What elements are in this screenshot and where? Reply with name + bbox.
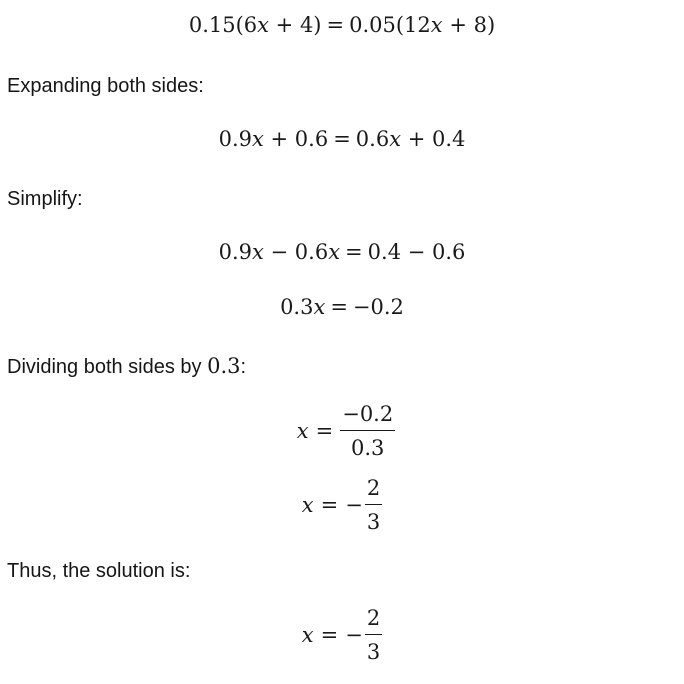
eq2-b: + 0.6 xyxy=(270,127,329,151)
eq3-a: 0.9 xyxy=(218,240,252,264)
eq6-fraction xyxy=(365,476,382,534)
eq2-c: 0.6 xyxy=(355,127,390,151)
eq2-var: x xyxy=(251,127,264,151)
equation-expanded xyxy=(0,124,684,154)
eq6-equals: = xyxy=(320,493,339,517)
text-dividing-value: 0.3 xyxy=(207,354,241,378)
eq4-a: 0.3 xyxy=(280,295,314,319)
eq5-fraction xyxy=(340,402,395,460)
eq3-b: − 0.6 xyxy=(270,240,329,264)
eq6-fraction-bar xyxy=(365,504,382,505)
eq1-lhs: 0.15(6 xyxy=(188,13,258,37)
eq7-fraction-bar xyxy=(365,634,382,635)
eq1-equals: = xyxy=(326,13,345,37)
eq3-var: x xyxy=(252,240,264,264)
text-thus: Thus, the solution is: xyxy=(7,560,191,582)
eq6-numerator: 2 xyxy=(366,476,381,500)
eq4-equals: = xyxy=(330,295,348,319)
eq1-var2: x xyxy=(430,13,443,37)
equation-solution xyxy=(0,606,684,664)
eq3-var2: x xyxy=(328,240,341,264)
eq1-rhs-end: + 8) xyxy=(449,13,496,37)
eq3-c: 0.4 − 0.6 xyxy=(367,240,466,264)
eq2-equals: = xyxy=(333,127,351,151)
eq1-lhs-end: + 4) xyxy=(275,13,322,37)
eq4-var: x xyxy=(313,295,326,319)
text-dividing-prefix: Dividing both sides by xyxy=(7,356,208,378)
eq2-d: + 0.4 xyxy=(407,127,466,151)
eq7-denominator: 3 xyxy=(366,640,381,664)
eq5-equals: = xyxy=(315,419,334,443)
eq6-var: x xyxy=(301,493,314,517)
eq2-var2: x xyxy=(389,127,402,151)
text-dividing xyxy=(7,354,246,379)
eq5-fraction-bar xyxy=(340,430,395,431)
eq6-sign: − xyxy=(345,493,363,517)
eq5-numerator: −0.2 xyxy=(342,402,394,426)
eq6-denominator: 3 xyxy=(366,510,381,534)
eq7-fraction xyxy=(365,606,382,664)
eq1-var: x xyxy=(257,13,269,37)
eq5-var: x xyxy=(296,419,309,443)
eq4-c: −0.2 xyxy=(352,295,404,319)
eq5-denominator: 0.3 xyxy=(351,436,385,460)
equation-result xyxy=(0,476,684,534)
eq7-sign: − xyxy=(345,623,363,647)
equation-original xyxy=(0,10,684,40)
text-simplify: Simplify: xyxy=(7,188,83,210)
equation-divided xyxy=(0,402,684,460)
text-expanding: Expanding both sides: xyxy=(7,75,204,97)
eq3-equals: = xyxy=(345,240,363,264)
equation-simplify xyxy=(0,237,684,267)
eq7-var: x xyxy=(301,623,314,647)
text-dividing-suffix: : xyxy=(240,356,247,378)
equation-combined xyxy=(0,292,684,322)
eq7-numerator: 2 xyxy=(366,606,381,630)
eq7-equals: = xyxy=(320,623,339,647)
eq1-rhs: 0.05(12 xyxy=(349,13,431,37)
eq2-a: 0.9 xyxy=(218,127,252,151)
